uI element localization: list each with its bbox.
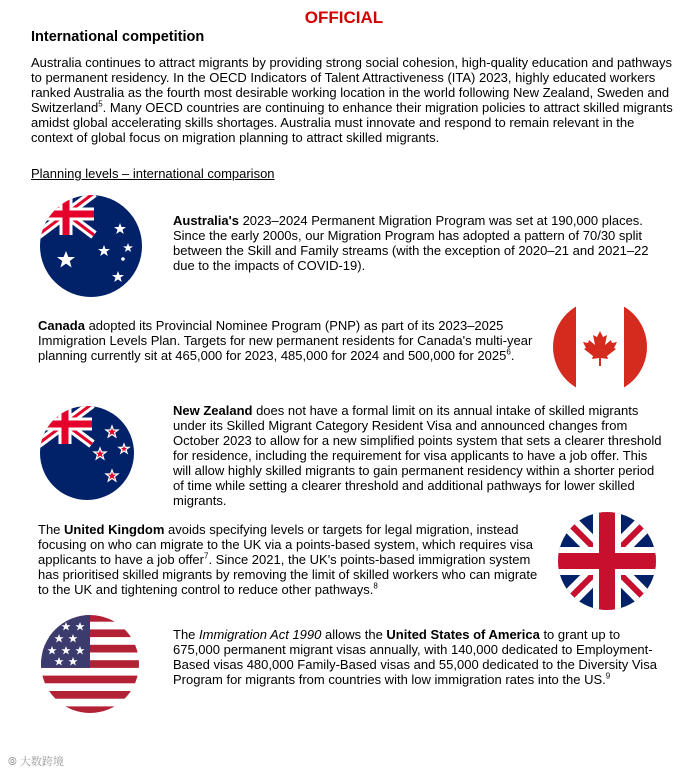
security-marking: OFFICIAL — [304, 8, 384, 27]
uk-paragraph — [38, 522, 538, 597]
australia-name: Australia's — [173, 213, 239, 228]
canada-flag-icon — [552, 299, 648, 395]
new-zealand-flag-icon — [38, 404, 136, 502]
usa-flag-icon — [40, 614, 140, 714]
usa-act-name: Immigration Act 1990 — [199, 627, 322, 642]
subheading: Planning levels – international comparison — [31, 166, 275, 181]
uk-flag-icon — [557, 511, 657, 611]
footnote-ref: 9 — [605, 671, 611, 681]
new-zealand-paragraph — [173, 403, 668, 508]
new-zealand-text: does not have a formal limit on its annual intake of skilled migrants under its Skilled Migrant Category Resident Visa and announced changes from October 2023 to allow for a new simplified points system that sets a clearer threshold for residence, including the requirement for visa applicants to have a job offer. This will allow highly skilled migrants to gain permanent residency within a shorter period of time while setting a clearer threshold and additional pathways for lower skilled migrants. — [173, 403, 662, 508]
footnote-ref: 7 — [204, 551, 209, 561]
footnote-ref: 5 — [98, 99, 103, 109]
uk-pre: The — [38, 522, 65, 537]
intro-paragraph — [31, 55, 673, 145]
usa-name: United States of America — [386, 627, 540, 642]
canada-paragraph — [38, 318, 538, 363]
intro-text-2: . Many OECD countries are continuing to enhance their migration policies to attract skilled migrants amidst global accelerating skills shortages. Australia must innovate and respond to remain relevant in the context of global focus on migration planning to attract skilled migrants. — [31, 100, 673, 145]
uk-name: United Kingdom — [64, 522, 165, 537]
australia-paragraph — [173, 213, 665, 273]
canada-end: . — [510, 348, 515, 363]
uk-text-2: . Since 2021, the UK's points-based immigration system has prioritised skilled migrants by removing the limit of skilled workers who can migrate to the UK and tightening control to reduce other pathways. — [38, 552, 538, 597]
uk-text: avoids specifying levels or targets for legal migration, instead focusing on who can migrate to the UK via a points-based system, which requires visa applicants to have a job offer — [38, 522, 533, 567]
usa-pre: The — [173, 627, 200, 642]
section-heading: International competition — [31, 29, 205, 45]
canada-name: Canada — [38, 318, 85, 333]
intro-text-1: Australia continues to attract migrants by providing strong social cohesion, high-quality education and pathways to permanent residency. In the OECD Indicators of Talent Attractiveness (ITA) 2023, highly educated workers ranked Australia as the fourth most desirable working location in the world following New Zealand, Sweden and Switzerland — [31, 55, 672, 115]
new-zealand-name: New Zealand — [173, 403, 253, 418]
usa-text: to grant up to 675,000 permanent migrant visas annually, with 140,000 dedicated to Employment-Based visas 480,000 Family-Based visas and 55,000 dedicated to the Diversity Visa Program for migrants from countries with low immigration rates into the US. — [173, 627, 657, 687]
usa-paragraph — [173, 627, 668, 687]
watermark-logo: ⦾ 大数跨境 — [8, 756, 64, 768]
australia-text: 2023–2024 Permanent Migration Program was set at 190,000 places. Since the early 2000s, our Migration Program has adopted a pattern of 70/30 split between the Skill and Family streams (with the exception of 2020–21 and 2021–22 due to the impacts of COVID-19). — [173, 213, 649, 273]
footnote-ref: 6 — [506, 347, 511, 357]
footnote-ref: 8 — [373, 581, 378, 591]
australia-flag-icon — [38, 193, 144, 299]
canada-text: adopted its Provincial Nominee Program (PNP) as part of its 2023–2025 Immigration Levels Plan. Targets for new permanent residents for Canada's multi-year planning currently sit at 465,000 for 2023, 485,000 for 2024 and 500,000 for 2025 — [38, 318, 533, 363]
usa-mid: allows the — [321, 627, 387, 642]
